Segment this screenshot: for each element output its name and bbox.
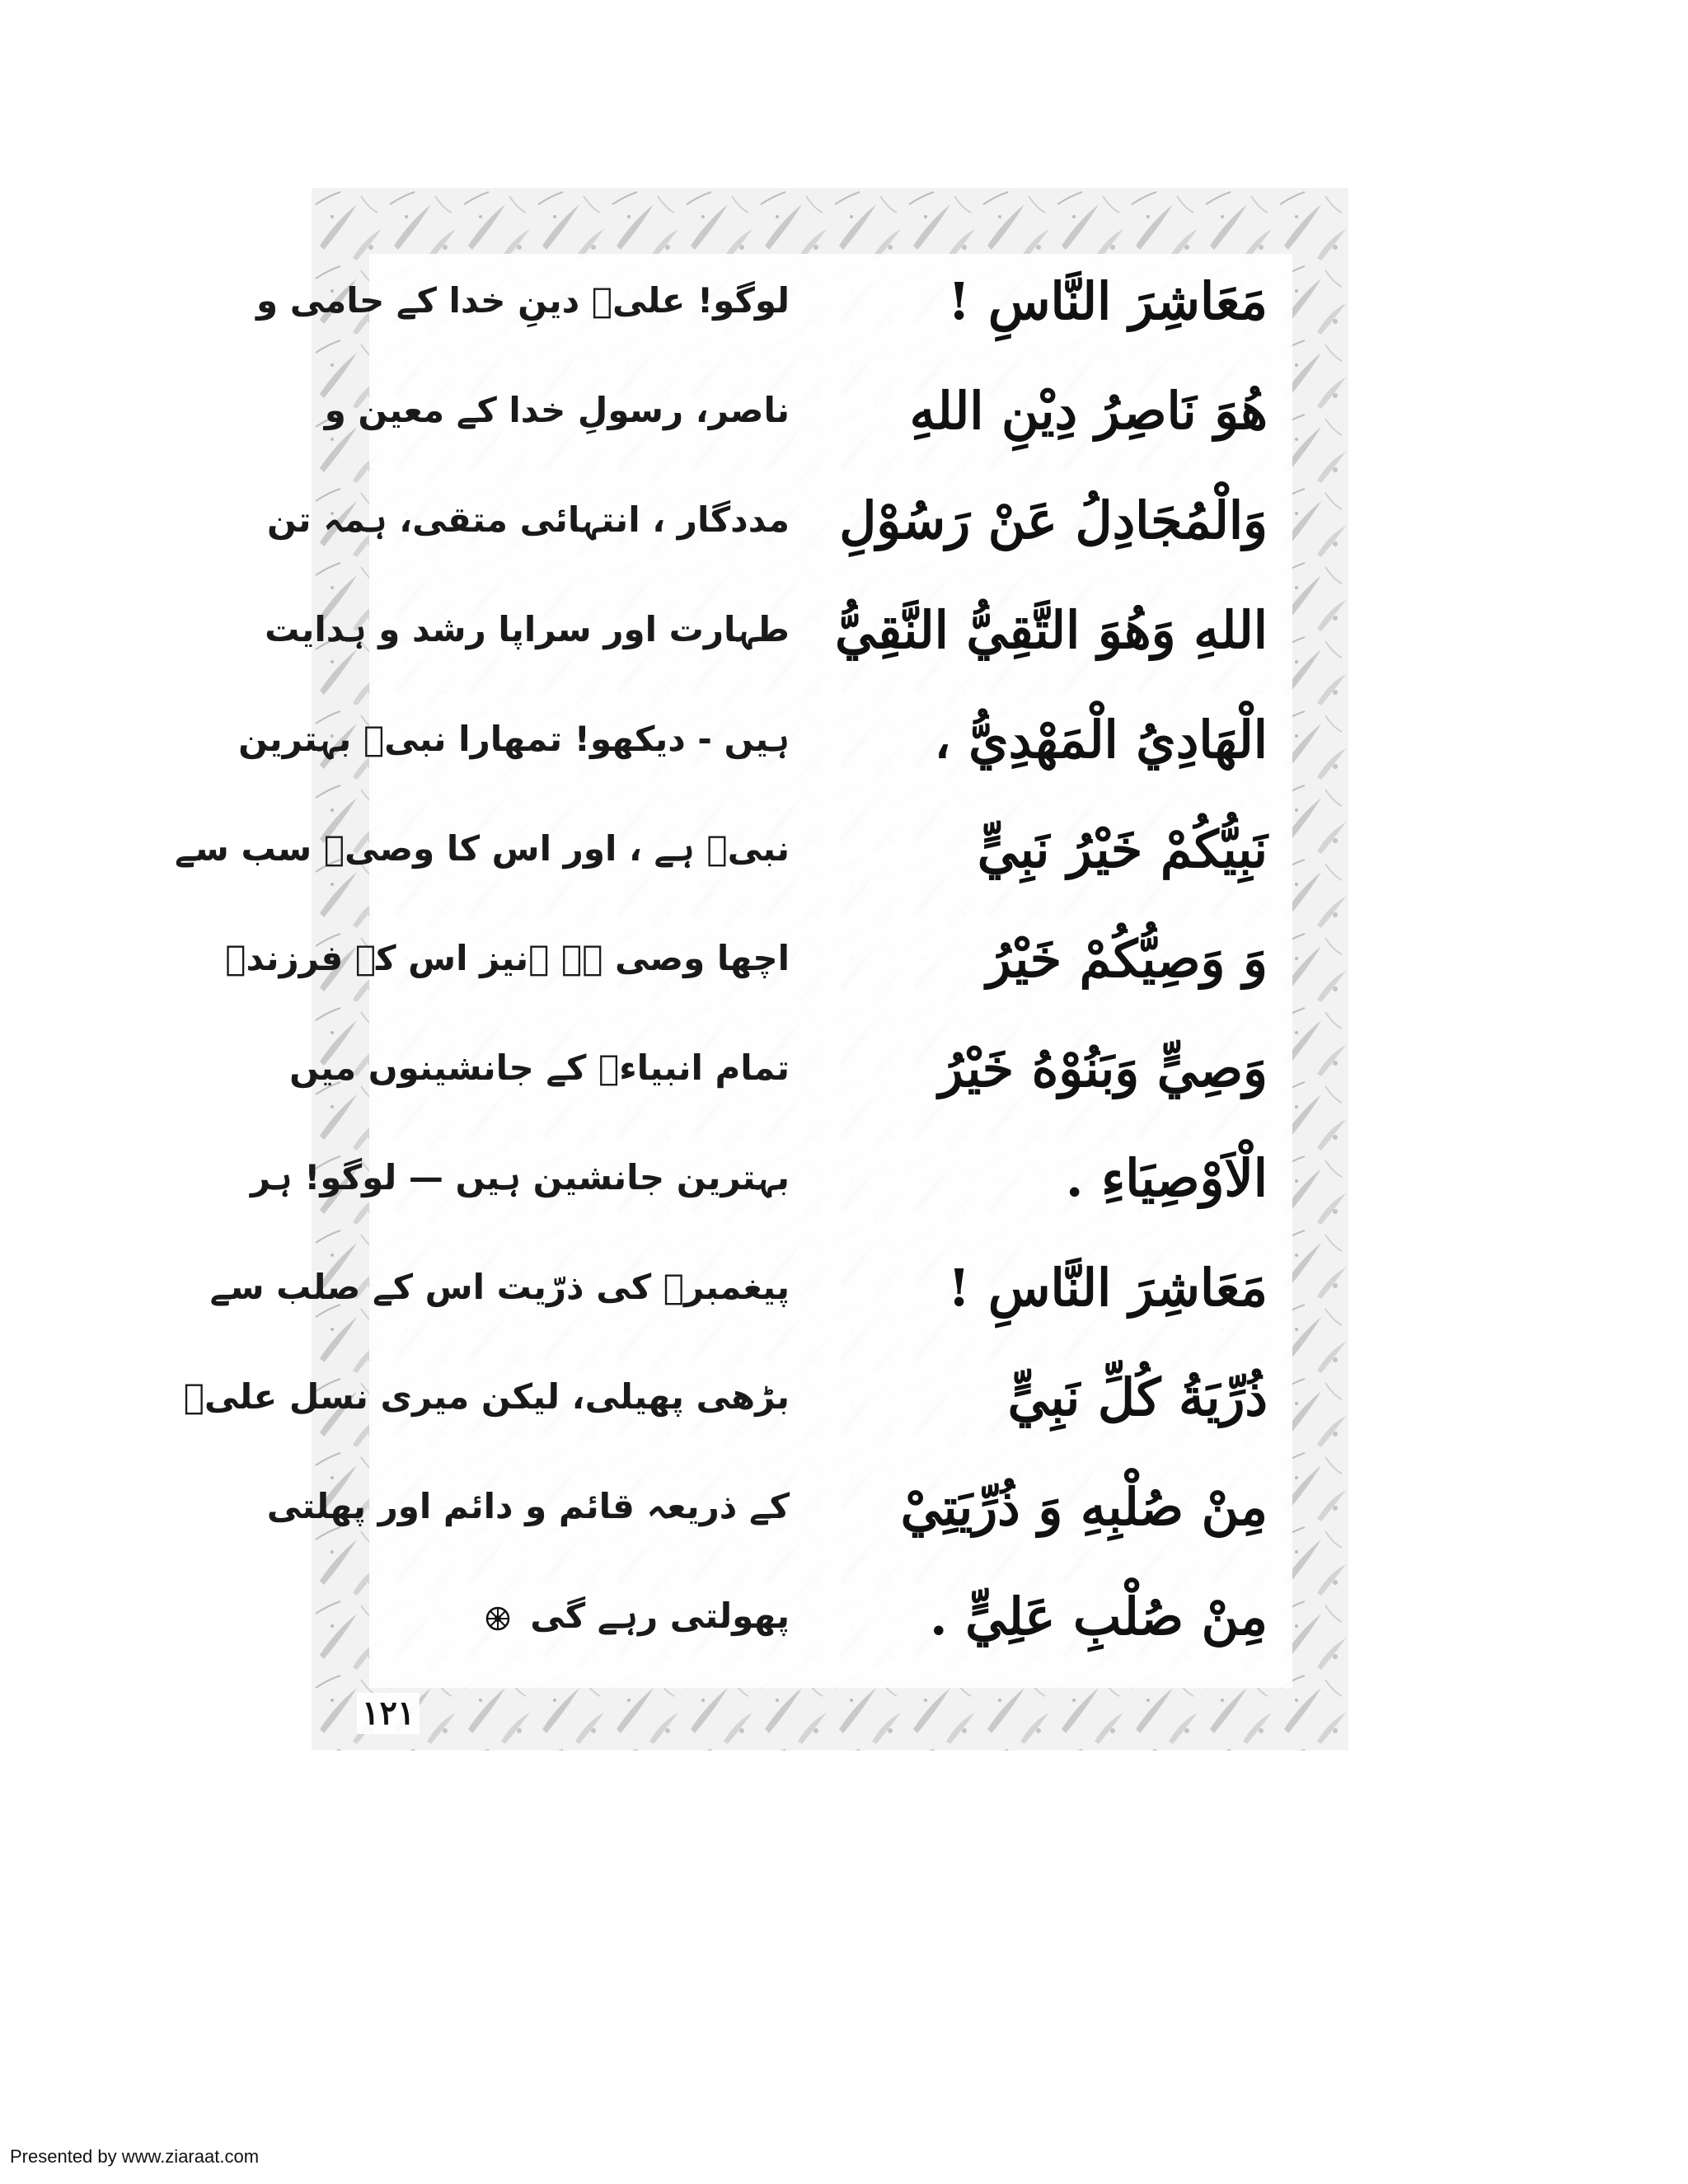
urdu-line: کے ذریعہ قائم و دائم اور پھلتی: [266, 1486, 790, 1526]
decorative-page-frame: [174, 188, 1348, 1750]
urdu-line: تمام انبیاءؑ کے جانشینوں میں: [289, 1047, 790, 1088]
verse-row: [183, 1350, 1292, 1449]
arabic-line: وَصِيٍّ وَبَنُوْهُ خَيْرُ: [938, 1038, 1268, 1099]
arabic-line: مَعَاشِرَ النَّاسِ !: [948, 1258, 1268, 1318]
urdu-text: پھولتی رہے گی: [530, 1596, 790, 1636]
verse-row: [369, 1569, 1292, 1668]
arabic-line: الْاَوْصِيَاءِ .: [1065, 1148, 1268, 1208]
verse-row: [256, 254, 1292, 353]
urdu-line: طہارت اور سراپا رشد و ہدایت: [265, 609, 790, 649]
verse-row: [266, 1460, 1292, 1558]
urdu-line: بڑھی پھیلی، لیکن میری نسل علیؑ: [183, 1376, 790, 1417]
text-panel: [174, 254, 1292, 1688]
urdu-line: لوگو! علیؑ دینِ خدا کے حامی و: [256, 280, 790, 321]
verse-row: [267, 473, 1292, 572]
urdu-line: بہترین جانشین ہیں — لوگو! ہر: [250, 1157, 790, 1197]
arabic-line: ذُرِّيَةُ كُلِّ نَبِيٍّ: [1007, 1367, 1268, 1427]
verse-rows: [174, 254, 1292, 1688]
urdu-line: مددگار ، انتہائی متقی، ہمہ تن: [267, 499, 790, 540]
verse-row: [238, 692, 1292, 791]
urdu-line: نبیؐ ہے ، اور اس کا وصیؑ سب سے: [174, 828, 790, 869]
verse-row: [174, 802, 1292, 901]
verse-row: [289, 1021, 1292, 1120]
urdu-line: پیغمبرؐ کی ذرّیت اس کے صلب سے: [209, 1267, 790, 1307]
arabic-line: نَبِيُّكُمْ خَيْرُ نَبِيٍّ: [977, 819, 1268, 879]
arabic-line: اللهِ وَهُوَ التَّقِيُّ النَّقِيُّ: [834, 600, 1268, 660]
urdu-line: ہیں - دیکھو! تمھارا نبیؐ بہترین: [238, 719, 790, 759]
verse-row: [209, 1240, 1292, 1339]
arabic-line: وَ وَصِيُّكُمْ خَيْرُ: [986, 929, 1268, 989]
urdu-line-final: [361, 1587, 790, 1645]
verse-row: [225, 912, 1292, 1010]
flower-icon: [485, 1606, 510, 1631]
verse-row: [265, 583, 1292, 682]
arabic-line: وَالْمُجَادِلُ عَنْ رَسُوْلِ: [839, 490, 1268, 551]
arabic-line: الْهَادِيُ الْمَهْدِيُّ ،: [934, 710, 1268, 770]
credit-text: Presented by www.ziaraat.com: [10, 2146, 260, 2167]
verse-row: [250, 1131, 1292, 1230]
arabic-line: مَعَاشِرَ النَّاسِ !: [948, 271, 1268, 331]
verse-row: [324, 363, 1292, 462]
urdu-line: اچھا وصی ہے ۔نیز اس کے فرزندؑ: [225, 938, 790, 978]
arabic-line: مِنْ صُلْبِهِ وَ ذُرِّيَتِيْ: [900, 1477, 1268, 1537]
arabic-line: هُوَ نَاصِرُ دِيْنِ اللهِ: [909, 381, 1268, 441]
page-number: ۱۲۱: [357, 1693, 420, 1734]
urdu-line: ناصر، رسولِ خدا کے معین و: [324, 390, 790, 430]
arabic-line: مِنْ صُلْبِ عَلِيٍّ .: [930, 1586, 1268, 1647]
